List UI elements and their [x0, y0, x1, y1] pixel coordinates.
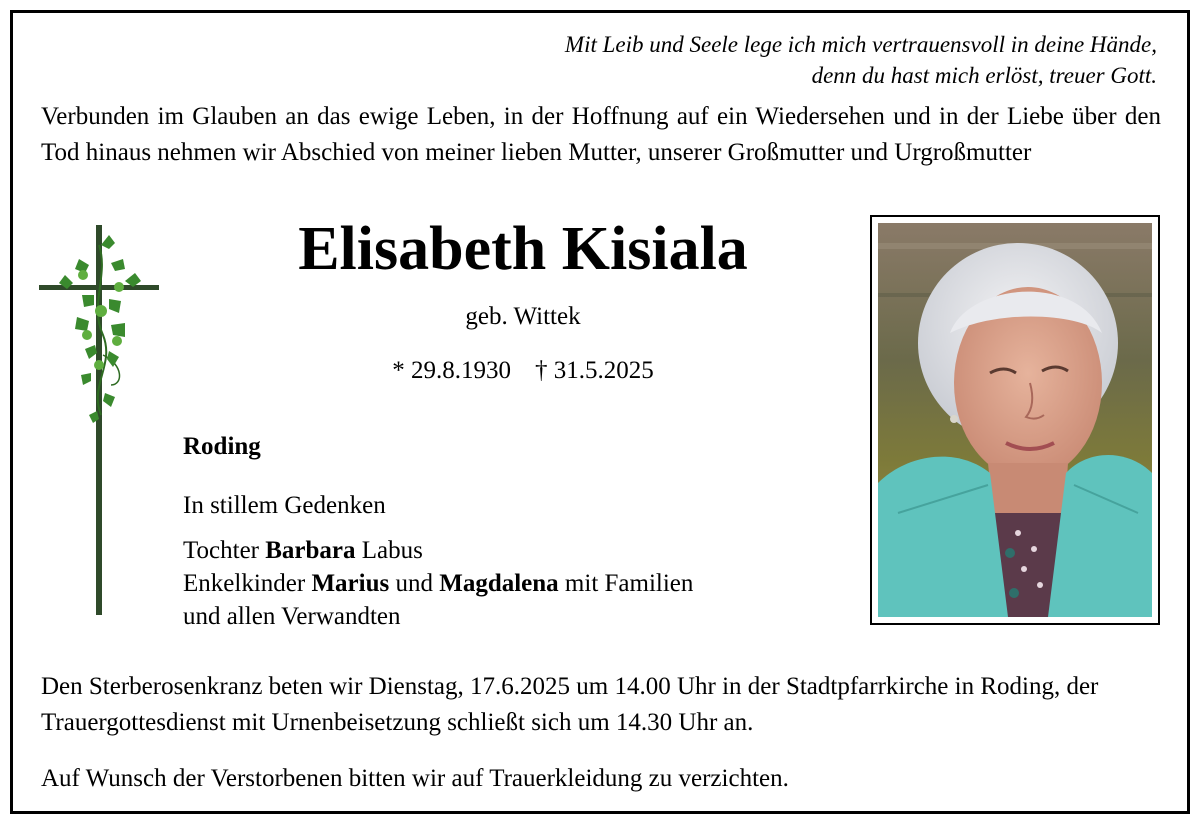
deceased-name: Elisabeth Kisiala: [298, 215, 748, 283]
daughter-first-name: Barbara: [265, 537, 356, 564]
mourner-daughter: [183, 534, 693, 567]
mourning-dress-note: Auf Wunsch der Verstorbenen bitten wir auf Trauerkleidung zu verzichten.: [41, 765, 789, 792]
life-dates: [183, 355, 863, 387]
mourners-heading: In stillem Gedenken: [183, 492, 386, 519]
conjunction: und: [389, 570, 440, 597]
grandchild-2: Magdalena: [439, 570, 559, 597]
rosary-announcement: Den Sterberosenkranz beten wir Dienstag, 17.6.2025 um 14.00 Uhr in der Stadtpfarrkirche in Roding, der Trauergottesdienst mit Urnenbeisetzung schließt sich um 14.30 Uhr an.: [41, 673, 1099, 736]
intro-text: Verbunden im Glauben an das ewige Leben, in der Hoffnung auf ein Wiedersehen und in der Liebe über den Tod hinaus nehmen wir Abschied von meiner lieben Mutter, unserer Großmutter und Urgroßmutter: [41, 103, 1161, 166]
grandchildren-prefix: Enkelkinder: [183, 570, 312, 597]
quote-line-2: denn du hast mich erlöst, treuer Gott.: [811, 63, 1157, 88]
death-date: † 31.5.2025: [535, 357, 654, 384]
quote-line-1: Mit Leib und Seele lege ich mich vertrauensvoll in deine Hände,: [564, 32, 1157, 57]
birth-date: * 29.8.1930: [392, 357, 511, 384]
mourner-grandchildren: [183, 567, 693, 600]
birth-name: geb. Wittek: [465, 303, 581, 330]
obituary-notice: [10, 10, 1190, 814]
bible-quote: [565, 29, 1157, 91]
grandchildren-suffix: mit Familien: [558, 570, 694, 597]
place-name: Roding: [183, 433, 261, 460]
mourner-relatives: und allen Verwandten: [183, 603, 401, 630]
grandchild-1: Marius: [311, 570, 390, 597]
daughter-prefix: Tochter: [183, 537, 266, 564]
ivy-cross-icon: [39, 225, 159, 620]
mourners-list: [183, 489, 693, 633]
daughter-last-name: Labus: [355, 537, 423, 564]
portrait-photo: [870, 215, 1160, 625]
